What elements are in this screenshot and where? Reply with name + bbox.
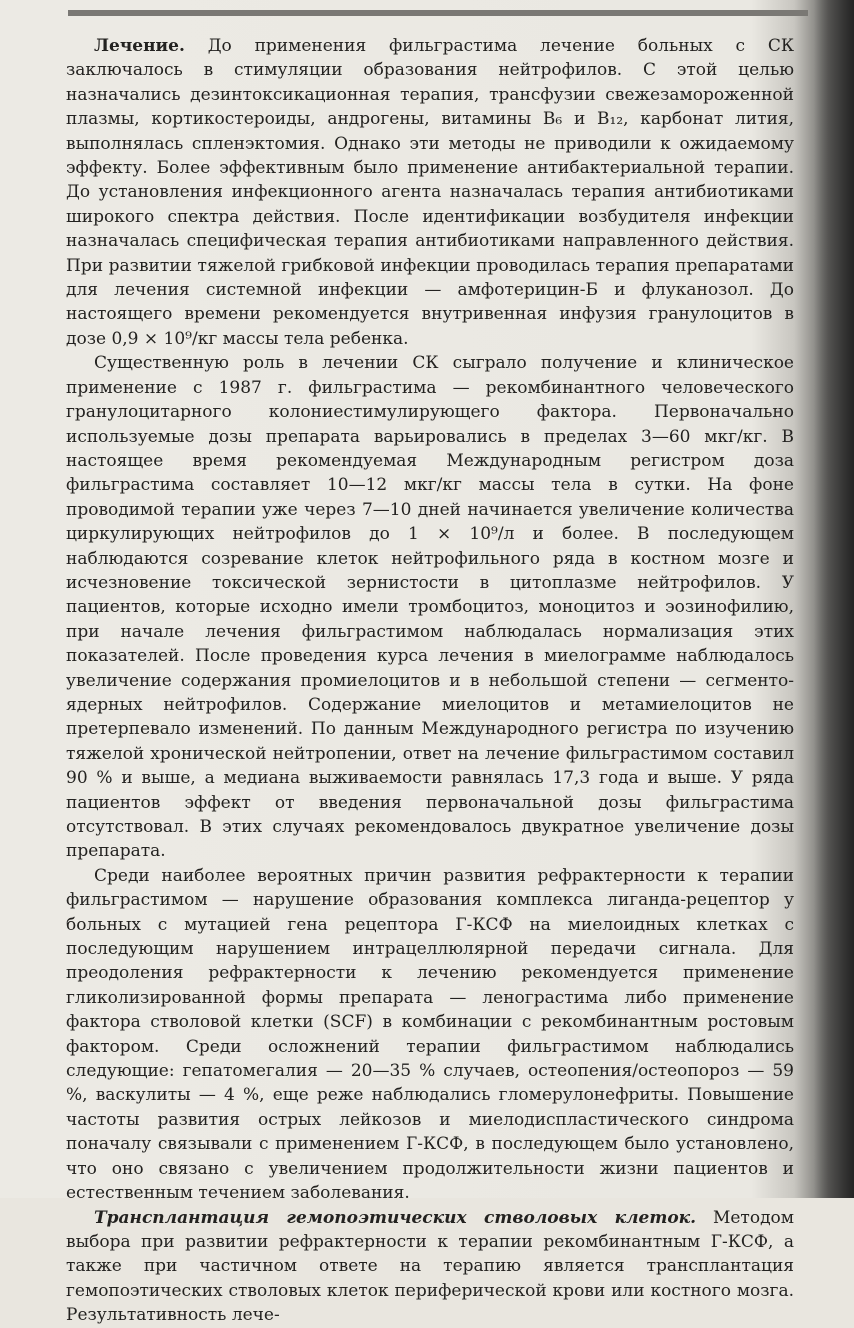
body-text <box>66 34 794 1328</box>
paragraph-text: Среди наиболее вероятных причин развития рефрактерности к терапии фильграстимом — нарушение образования комплекса лиганда-рецептор у больных с мутацией гена рецептора Г-КСФ на миелоидных клетках с последующим нарушением интрацеллюлярной передачи сигнала. Для преодоления рефрактерности к лечению рекомендуется применение гликолизированной формы препарата — ленограстима либо применение фактора стволовой клетки (SCF) в комбинации с рекомбинантным ростовым фактором. Среди осложнений терапии фильграстимом наблюдались следующие: гепатомегалия — 20—35 % случаев, остеопения/остеопороз — 59 %, васкулиты — 4 %, еще реже наблюдались гломерулонефриты. Повышение частоты развития острых лейкозов и миелодиспластического синдрома поначалу связывали с применением Г-КСФ, в последующем было установлено, что оно связано с увеличением продолжительности жизни пациентов и естественным течением заболевания. <box>66 865 794 1204</box>
paragraph-refractoriness <box>66 864 794 1206</box>
paragraph-filgrastim <box>66 351 794 864</box>
header-rule <box>68 10 808 16</box>
paragraph-text: Методом выбора при развитии рефрактерности к терапии рекомбинантным Г-КСФ, а также при частичном ответе на терапию является трансплантация гемопоэтических стволовых клеток периферической крови или костного мозга. Результативность лече- <box>66 1207 794 1326</box>
paragraph-text: Существенную роль в лечении СК сыграло получение и клиническое применение с 1987 г. фильграстима — рекомбинантного человеческого гранулоцитарного колониестимулирующего фактора. Первоначально используемые дозы препарата варьировались в пределах 3—60 мкг/кг. В настоящее время рекомендуемая Международным регистром доза фильграстима составляет 10—12 мкг/кг массы тела в сутки. На фоне проводимой терапии уже через 7—10 дней начинается увеличение количества циркулирующих нейтрофилов до 1 × 10⁹/л и более. В последующем наблюдаются созревание клеток нейтрофильного ряда в костном мозге и исчезновение токсической зернистости в цитоплазме нейтрофилов. У пациентов, которые исходно имели тромбоцитоз, моноцитоз и эозинофилию, при начале лечения фильграстимом наблюдалась нормализация этих показателей. После проведения курса лечения в миелограмме наблюдалось увеличение содержания промиелоцитов и в небольшой степени — сегменто-ядерных нейтрофилов. Содержание миелоцитов и метамиелоцитов не претерпевало изменений. По данным Международного регистра по изучению тяжелой хронической нейтропении, ответ на лечение фильграстимом составил 90 % и выше, а медиана выживаемости равнялась 17,3 года и выше. У ряда пациентов эффект от введения первоначальной дозы фильграстима отсутствовал. В этих случаях рекомендовалось двукратное увеличение дозы препарата. <box>66 353 794 862</box>
page-binding-shadow <box>814 0 854 1198</box>
paragraph-lead-heading: Трансплантация гемопоэтических стволовых клеток. <box>94 1207 697 1228</box>
paragraph-treatment <box>66 34 794 351</box>
paragraph-text: До применения фильграстима лечение больных с СК заключалось в стимуляции образования нейтрофилов. С этой целью назначались дезинтоксикационная терапия, трансфузии свежезамороженной плазмы, кортикостероиды, андрогены, витамины B₆ и B₁₂, карбонат лития, выполнялась спленэктомия. Однако эти методы не приводили к ожидаемому эффекту. Более эффективным было применение антибактериальной терапии. До установления инфекционного агента назначалась терапия антибиотиками широкого спектра действия. После идентификации возбудителя инфекции назначалась специфическая терапия антибиотиками направленного действия. При развитии тяжелой грибковой инфекции проводилась терапия препаратами для лечения системной инфекции — амфотерицин-Б и флуканозол. До настоящего времени рекомендуется внутривенная инфузия гранулоцитов в дозе 0,9 × 10⁹/кг массы тела ребенка. <box>66 36 794 349</box>
paragraph-lead-heading: Лечение. <box>94 36 185 56</box>
paragraph-transplantation <box>66 1206 794 1328</box>
